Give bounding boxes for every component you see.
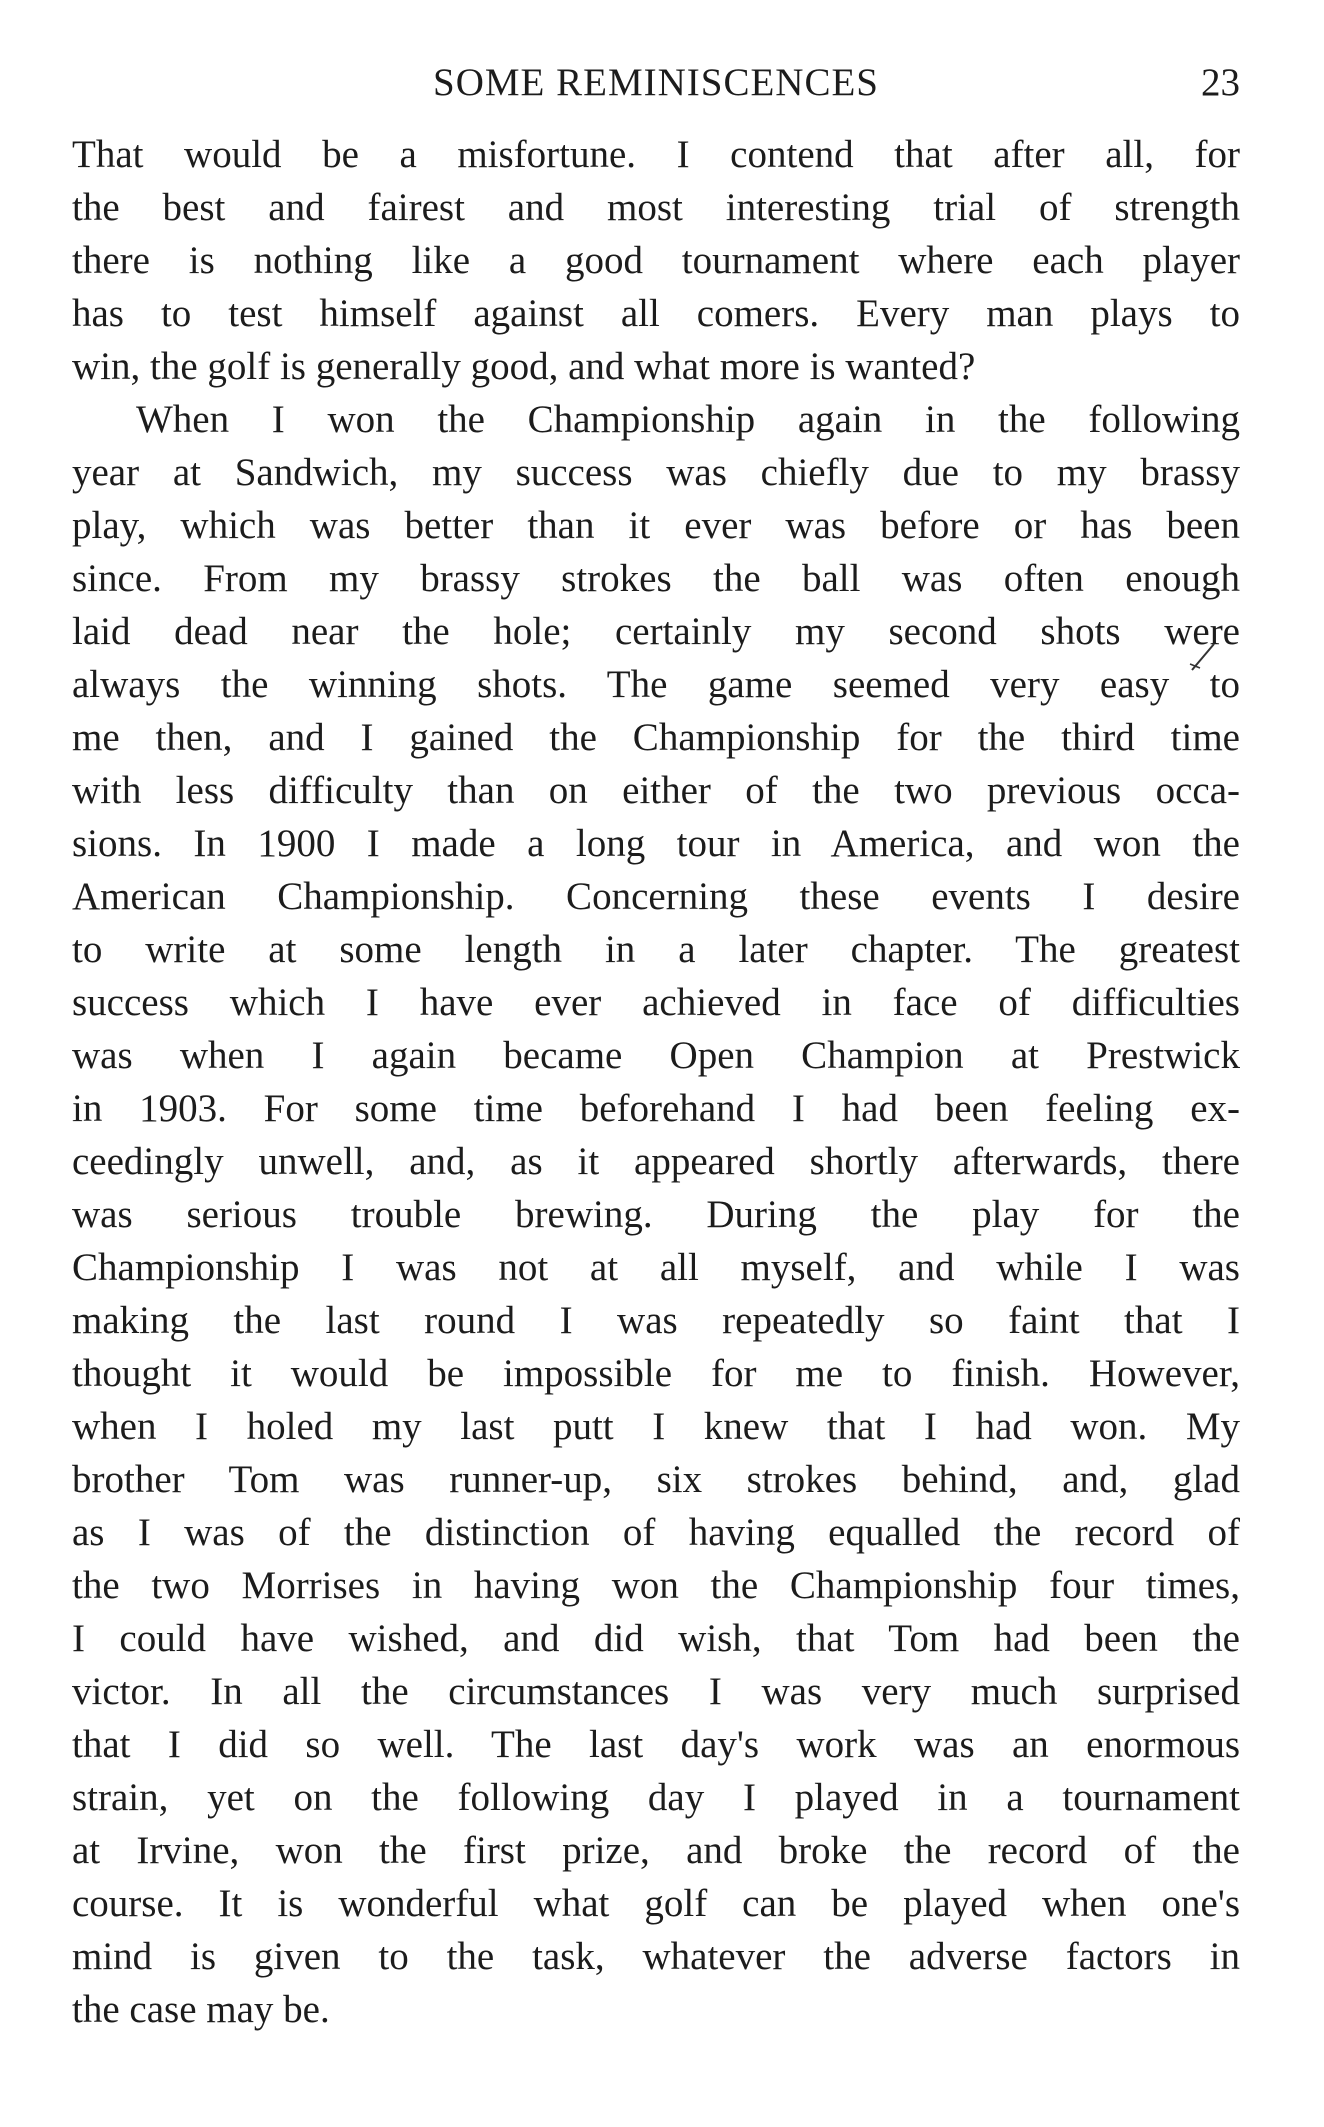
text-line: year at Sandwich, my success was chiefly due to my brassy — [72, 451, 1240, 494]
text-line: me then, and I gained the Championship for the third time — [72, 716, 1240, 759]
text-line: with less difficulty than on either of the two previous occa- — [72, 769, 1240, 812]
text-line: there is nothing like a good tournament where each player — [72, 239, 1240, 282]
text-line: when I holed my last putt I knew that I had won. My — [72, 1405, 1240, 1448]
text-line: American Championship. Concerning these events I desire — [72, 875, 1240, 918]
text-line: since. From my brassy strokes the ball was often enough — [72, 557, 1240, 600]
text-line: in 1903. For some time beforehand I had been feeling ex- — [72, 1087, 1240, 1130]
text-line: as I was of the distinction of having equalled the record of — [72, 1511, 1240, 1554]
text-line: I could have wished, and did wish, that Tom had been the — [72, 1617, 1240, 1660]
text-line: When I won the Championship again in the following — [136, 398, 1240, 441]
text-line: Championship I was not at all myself, and while I was — [72, 1246, 1240, 1289]
text-line: the best and fairest and most interesting trial of strength — [72, 186, 1240, 229]
text-line: strain, yet on the following day I played in a tournament — [72, 1776, 1240, 1819]
text-line: mind is given to the task, whatever the adverse factors in — [72, 1935, 1240, 1978]
text-line: victor. In all the circumstances I was very much surprised — [72, 1670, 1240, 1713]
text-line: was when I again became Open Champion at Prestwick — [72, 1034, 1240, 1077]
text-line: success which I have ever achieved in face of difficulties — [72, 981, 1240, 1024]
text-line: always the winning shots. The game seemed very easy to — [72, 663, 1240, 706]
text-line: win, the golf is generally good, and what more is wanted? — [72, 345, 976, 388]
text-line: brother Tom was runner-up, six strokes behind, and, glad — [72, 1458, 1240, 1501]
text-line: thought it would be impossible for me to finish. However, — [72, 1352, 1240, 1395]
running-title: SOME REMINISCENCES — [433, 61, 879, 104]
text-line: the case may be. — [72, 1988, 330, 2031]
text-line: at Irvine, won the first prize, and broke the record of the — [72, 1829, 1240, 1872]
text-line: was serious trouble brewing. During the play for the — [72, 1193, 1240, 1236]
text-line: the two Morrises in having won the Championship four times, — [72, 1564, 1240, 1607]
pencil-mark-icon — [1188, 640, 1218, 674]
page-number: 23 — [1201, 61, 1240, 104]
text-line: that I did so well. The last day's work was an enormous — [72, 1723, 1240, 1766]
text-line: sions. In 1900 I made a long tour in America, and won the — [72, 822, 1240, 865]
text-line: That would be a misfortune. I contend that after all, for — [72, 133, 1240, 176]
text-line: to write at some length in a later chapter. The greatest — [72, 928, 1240, 971]
text-line: course. It is wonderful what golf can be played when one's — [72, 1882, 1240, 1925]
running-head — [72, 58, 1240, 108]
text-line: play, which was better than it ever was before or has been — [72, 504, 1240, 547]
body-text — [72, 128, 1240, 2036]
text-line: has to test himself against all comers. Every man plays to — [72, 292, 1240, 335]
text-line: making the last round I was repeatedly so faint that I — [72, 1299, 1240, 1342]
text-line: laid dead near the hole; certainly my second shots were — [72, 610, 1240, 653]
text-line: ceedingly unwell, and, as it appeared shortly afterwards, there — [72, 1140, 1240, 1183]
